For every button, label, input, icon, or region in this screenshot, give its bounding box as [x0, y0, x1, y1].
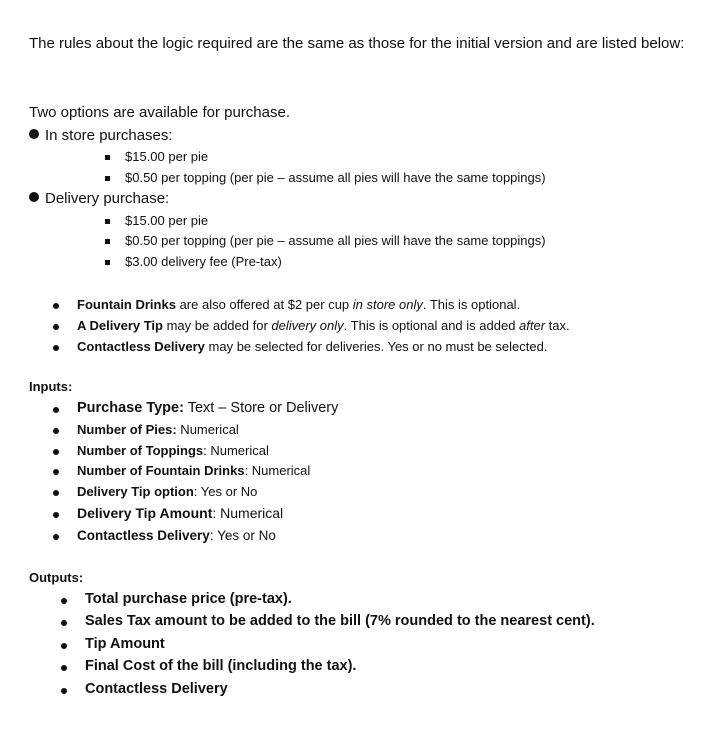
extra-item-delivery-tip	[77, 318, 570, 333]
extra-bold: Contactless Delivery	[77, 339, 205, 354]
list-item-text: $3.00 delivery fee (Pre-tax)	[125, 254, 282, 269]
bullet-icon	[53, 345, 59, 351]
input-item-purchase-type	[77, 400, 338, 416]
output-item	[85, 613, 595, 629]
bullet-icon	[53, 490, 59, 496]
input-type: Numerical	[176, 422, 239, 437]
square-bullet-icon	[105, 260, 110, 265]
square-bullet-icon	[105, 155, 110, 160]
square-bullet-icon	[105, 176, 110, 181]
input-label: Number of Pies:	[77, 422, 177, 437]
bullet-icon	[29, 129, 39, 139]
bullet-icon	[53, 303, 59, 309]
list-item-text: $0.50 per topping (per pie – assume all pies will have the same toppings)	[125, 233, 546, 248]
input-label: Number of Fountain Drinks	[77, 463, 245, 478]
bullet-icon	[53, 469, 59, 475]
extra-item-fountain-drinks	[77, 297, 520, 312]
bullet-icon	[53, 512, 59, 518]
extra-text: tax.	[545, 318, 570, 333]
input-type: : Yes or No	[193, 484, 258, 499]
extra-italic: delivery only	[271, 318, 344, 333]
bullet-icon	[61, 665, 67, 671]
outputs-heading: Outputs:	[29, 570, 84, 585]
input-label: Purchase Type:	[77, 400, 184, 416]
output-item	[85, 636, 165, 652]
extra-text: may be selected for deliveries. Yes or no must be selected.	[204, 339, 548, 354]
input-type: : Numerical	[212, 505, 284, 521]
extra-bold: A Delivery Tip	[77, 318, 163, 333]
in-store-label: In store purchases:	[45, 127, 173, 144]
inputs-heading: Inputs:	[29, 379, 73, 394]
output-text: Contactless Delivery	[85, 681, 228, 697]
extra-text: are also offered at $2 per cup	[175, 297, 353, 312]
input-type: : Numerical	[203, 443, 269, 458]
square-bullet-icon	[105, 219, 110, 224]
bullet-icon	[61, 643, 67, 649]
input-type: : Yes or No	[209, 528, 276, 543]
list-item	[125, 254, 282, 269]
in-store-heading	[29, 127, 173, 144]
input-label: Contactless Delivery	[77, 528, 210, 543]
list-item	[125, 233, 546, 248]
input-label: Delivery Tip Amount	[77, 505, 213, 521]
input-label: Delivery Tip option	[77, 484, 194, 499]
input-type: : Numerical	[244, 463, 311, 478]
bullet-icon	[29, 192, 39, 202]
extra-item-contactless	[77, 339, 547, 354]
input-item-drinks	[77, 463, 310, 478]
list-item-text: $15.00 per pie	[125, 149, 209, 164]
output-text: Tip Amount	[85, 636, 165, 652]
output-item	[85, 591, 292, 607]
bullet-icon	[53, 407, 59, 413]
input-label: Number of Toppings	[77, 443, 204, 458]
options-intro: Two options are available for purchase.	[29, 104, 290, 121]
bullet-icon	[61, 688, 67, 694]
input-item-toppings	[77, 443, 269, 458]
list-item-text: $15.00 per pie	[125, 213, 209, 228]
input-item-pies	[77, 422, 239, 437]
bullet-icon	[61, 598, 67, 604]
bullet-icon	[61, 620, 67, 626]
extra-italic: in store only	[352, 297, 423, 312]
delivery-label: Delivery purchase:	[45, 190, 170, 207]
input-item-tip-option	[77, 484, 257, 499]
list-item	[125, 213, 208, 228]
square-bullet-icon	[105, 239, 110, 244]
bullet-icon	[53, 534, 59, 540]
extra-bold: Fountain Drinks	[77, 297, 176, 312]
input-item-tip-amount	[77, 505, 283, 521]
output-text: Sales Tax amount to be added to the bill (7% rounded to the nearest cent).	[85, 613, 595, 629]
bullet-icon	[53, 449, 59, 455]
extra-text: . This is optional.	[422, 297, 521, 312]
output-item	[85, 681, 228, 697]
input-type: Text – Store or Delivery	[183, 400, 339, 416]
extra-text: may be added for	[162, 318, 272, 333]
bullet-icon	[53, 324, 59, 330]
output-text: Final Cost of the bill (including the tax).	[85, 658, 357, 674]
list-item-text: $0.50 per topping (per pie – assume all pies will have the same toppings)	[125, 170, 546, 185]
delivery-heading	[29, 190, 169, 207]
extra-text: . This is optional and is added	[343, 318, 520, 333]
extra-italic: after	[519, 318, 546, 333]
bullet-icon	[53, 428, 59, 434]
list-item	[125, 149, 208, 164]
output-item	[85, 658, 356, 674]
input-item-contactless	[77, 528, 276, 543]
intro-paragraph: The rules about the logic required are the same as those for the initial version and are listed below:	[29, 35, 685, 52]
output-text: Total purchase price (pre-tax).	[85, 591, 292, 607]
list-item	[125, 170, 546, 185]
